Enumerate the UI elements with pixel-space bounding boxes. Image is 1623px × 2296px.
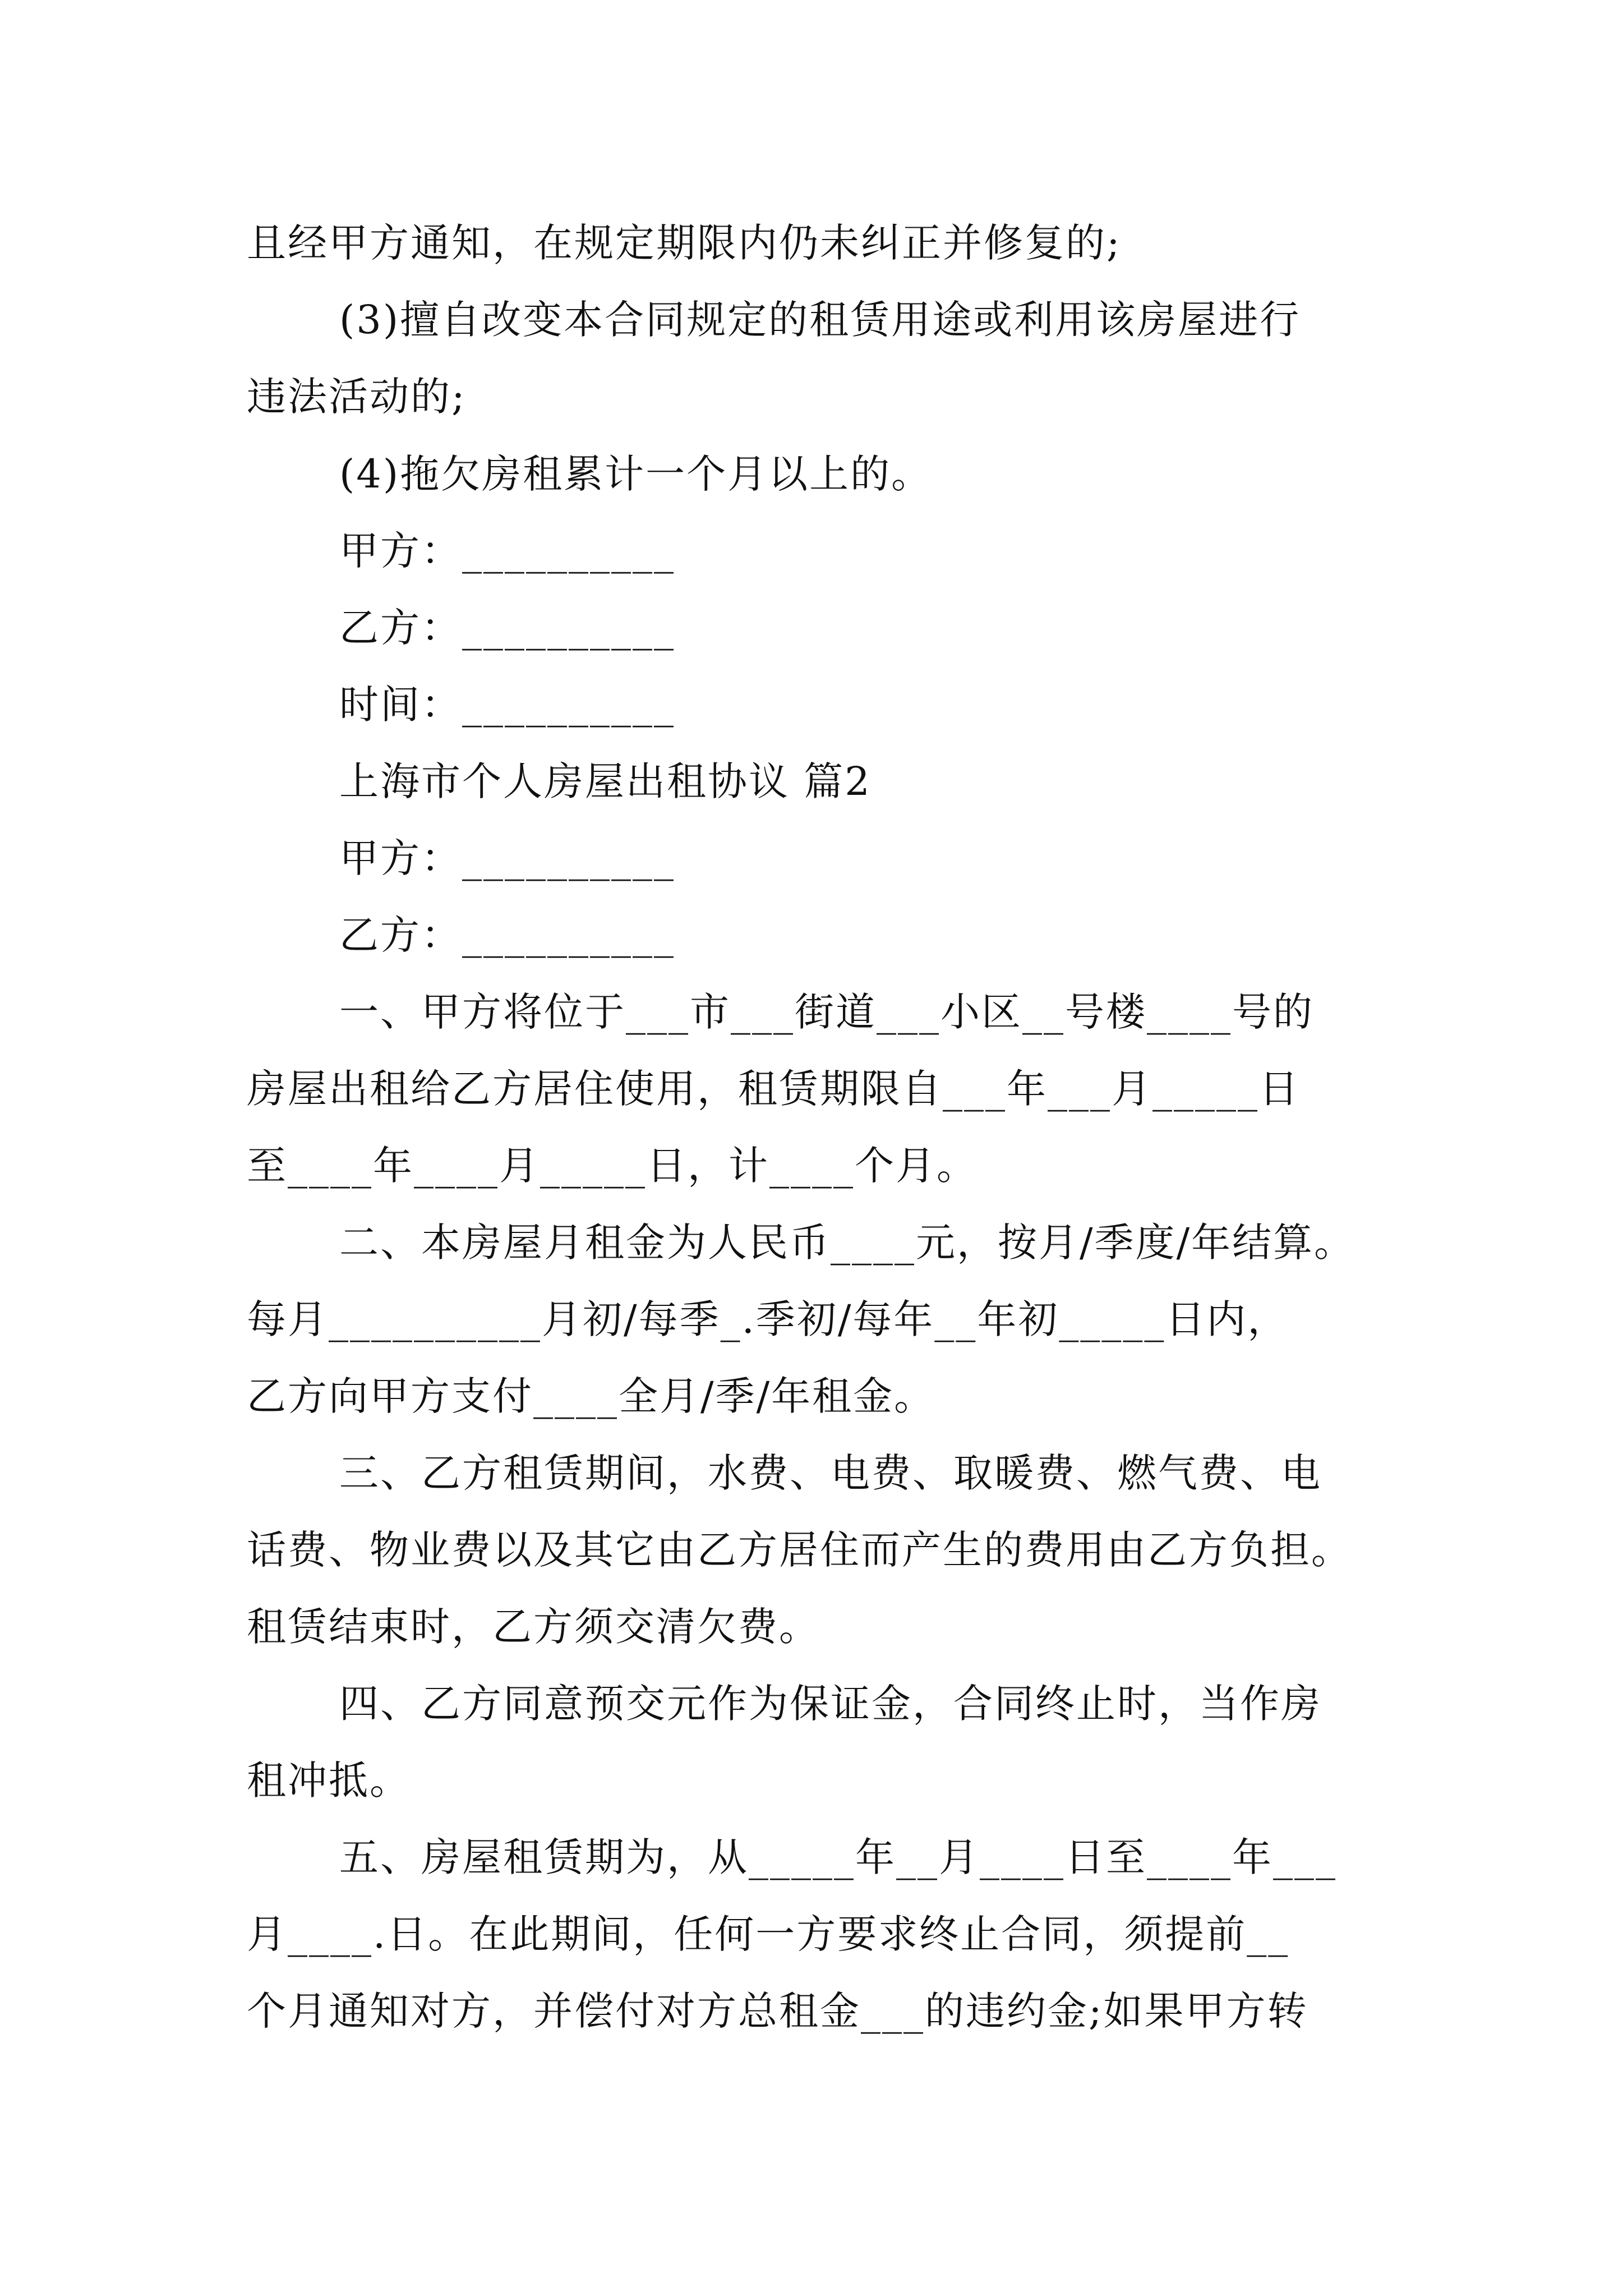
signature-field-date: 时间：__________ <box>339 682 675 728</box>
signature-field-party-a: 甲方：__________ <box>339 528 675 574</box>
text-line: 违法活动的; <box>247 374 467 420</box>
clause-5-line-1: 五、房屋租赁期为，从_____年__月____日至____年___ <box>339 1834 1337 1880</box>
section-title: 上海市个人房屋出租协议 篇2 <box>339 758 872 804</box>
clause-3-line-1: 三、乙方租赁期间，水费、电费、取暖费、燃气费、电 <box>339 1450 1322 1496</box>
text-line: (4)拖欠房租累计一个月以上的。 <box>339 451 933 497</box>
clause-4-line-1: 四、乙方同意预交元作为保证金，合同终止时，当作房 <box>339 1681 1322 1727</box>
clause-1-line-1: 一、甲方将位于___市___街道___小区__号楼____号的 <box>339 989 1314 1035</box>
signature-field-party-b: 乙方：__________ <box>339 605 675 651</box>
clause-5-line-3: 个月通知对方，并偿付对方总租金___的违约金;如果甲方转 <box>247 1988 1308 2034</box>
clause-1-line-3: 至____年____月_____日，计____个月。 <box>247 1143 978 1189</box>
clause-3-line-3: 租赁结束时，乙方须交清欠费。 <box>247 1604 820 1650</box>
clause-2-line-3: 乙方向甲方支付____全月/季/年租金。 <box>247 1373 935 1419</box>
clause-4-line-2: 租冲抵。 <box>247 1757 411 1803</box>
text-line: 且经甲方通知，在规定期限内仍未纠正并修复的; <box>247 220 1122 266</box>
clause-1-line-2: 房屋出租给乙方居住使用，租赁期限自___年___月_____日 <box>247 1066 1300 1112</box>
clause-3-line-2: 话费、物业费以及其它由乙方居住而产生的费用由乙方负担。 <box>247 1527 1352 1573</box>
party-a-field: 甲方：__________ <box>339 835 675 881</box>
clause-2-line-1: 二、本房屋月租金为人民币____元，按月/季度/年结算。 <box>339 1220 1355 1266</box>
party-b-field: 乙方：__________ <box>339 912 675 958</box>
text-line: (3)擅自改变本合同规定的租赁用途或利用该房屋进行 <box>339 297 1301 343</box>
clause-5-line-2: 月____.日。在此期间，任何一方要求终止合同，须提前__ <box>247 1911 1290 1957</box>
clause-2-line-2: 每月__________月初/每季_.季初/每年__年初_____日内， <box>247 1296 1289 1342</box>
